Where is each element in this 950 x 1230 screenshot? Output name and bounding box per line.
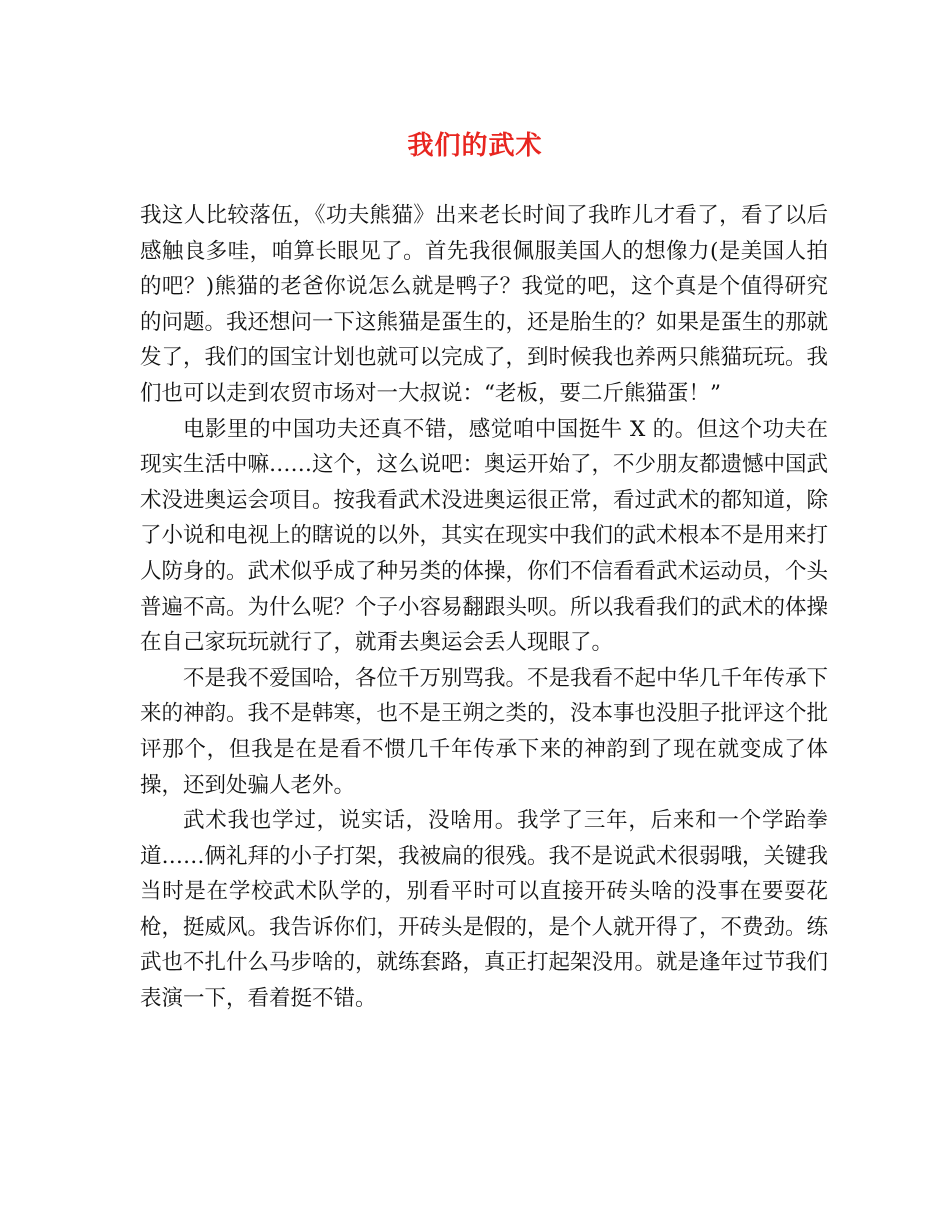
paragraph-1: 我这人比较落伍，《功夫熊猫》出来老长时间了我昨儿才看了，看了以后感触良多哇，咱算长眼见了。首先我很佩服美国人的想像力(是美国人拍的吧？)熊猫的老爸你说怎么就是鸭子？我觉的吧，这个真是个值得研究的问题。我还想问一下这熊猫是蛋生的，还是胎生的？如果是蛋生的那就发了，我们的国宝计划也就可以完成了，到时候我也养两只熊猫玩玩。我们也可以走到农贸市场对一大叔说：“老板，要二斤熊猫蛋！” — [140, 203, 829, 406]
page-title: 我们的武术 — [407, 131, 543, 161]
paragraph-2: 电影里的中国功夫还真不错，感觉咱中国挺牛 X 的。但这个功夫在现实生活中嘛……这个，这么说吧：奥运开始了，不少朋友都遗憾中国武术没进奥运会项目。按我看武术没进奥运很正常，看过武术的都知道，除了小说和电视上的瞎说的以外，其实在现实中我们的武术根本不是用来打人防身的。武术似乎成了种另类的体操，你们不信看看武术运动员，个头普遍不高。为什么呢？个子小容易翻跟头呗。所以我看我们的武术的体操在自己家玩玩就行了，就甭去奥运会丢人现眼了。 — [140, 416, 829, 656]
paragraph-3: 不是我不爱国哈，各位千万别骂我。不是我看不起中华几千年传承下来的神韵。我不是韩寒，也不是王朔之类的，没本事也没胆子批评这个批评那个，但我是在是看不惯几千年传承下来的神韵到了现在就变成了体操，还到处骗人老外。 — [140, 665, 829, 798]
article-body — [140, 198, 828, 1017]
paragraph-4: 武术我也学过，说实话，没啥用。我学了三年，后来和一个学跆拳道……俩礼拜的小子打架，我被扁的很残。我不是说武术很弱哦，关键我当时是在学校武术队学的，别看平时可以直接开砖头啥的没事在要耍花枪，挺威风。我告诉你们，开砖头是假的，是个人就开得了，不费劲。练武也不扎什么马步啥的，就练套路，真正打起架没用。就是逢年过节我们表演一下，看着挺不错。 — [140, 808, 829, 1012]
